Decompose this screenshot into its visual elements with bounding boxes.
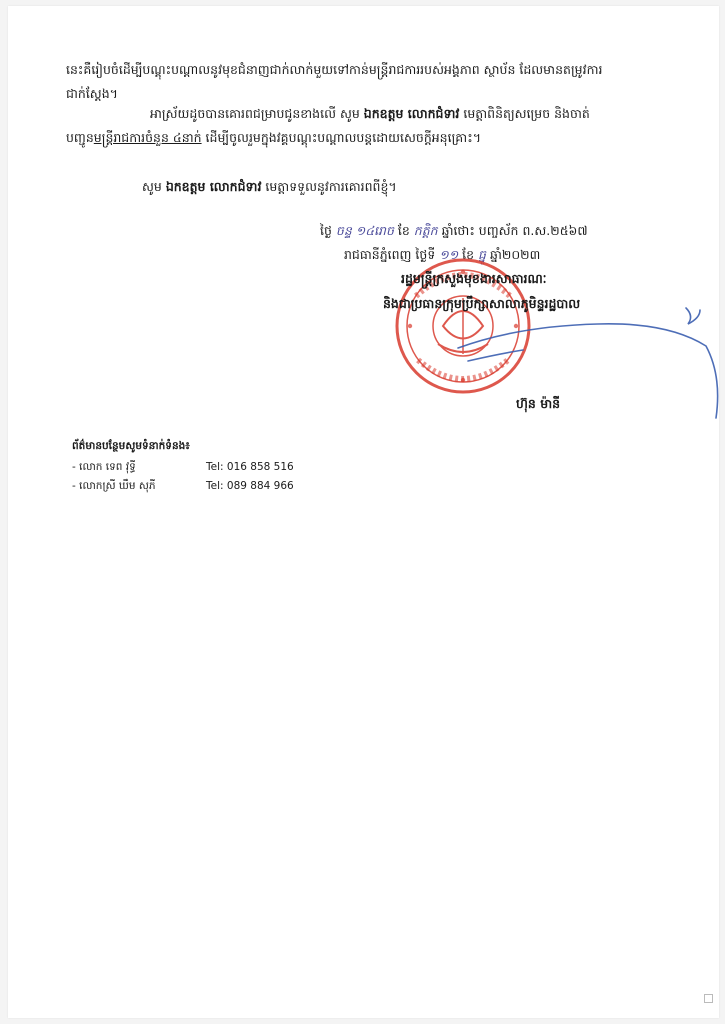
solar-prefix: រាជធានីភ្នំពេញ ថ្ងៃទី (344, 247, 436, 262)
officer-count: មន្ត្រីរាជការចំនួន ៤នាក់ (93, 130, 202, 145)
body-line-1: នេះគឺរៀបចំដើម្បីបណ្តុះបណ្តាលនូវមុខជំនាញជាក់លាក់មួយទៅកាន់មន្ត្រីរាជការរបស់អង្គភាព ស្ថាប័ន ដែលមានតម្រូវការ (66, 62, 603, 77)
honorific: ឯកឧត្តម លោកជំទាវ (363, 106, 460, 121)
body-line-4-end: ដើម្បីចូលរួមក្នុងវគ្គបណ្តុះបណ្តាលបន្តដោយសេចក្តីអនុគ្រោះ។ (201, 130, 481, 145)
contact-name: - លោក ទេព វុទ្ធី (72, 461, 136, 473)
body-line-4-start: បញ្ជូន (66, 130, 94, 145)
contact-phone: Tel: 089 884 966 (206, 480, 294, 492)
signatory-title-1: រដ្ឋមន្ត្រីក្រសួងមុខងារសាធារណៈ (401, 271, 547, 286)
signatory-title-2: និងជាប្រធានក្រុមប្រឹក្សាសាលាភូមិន្ទរដ្ឋបាល (383, 296, 581, 311)
lunar-year: ឆ្នាំថោះ បញ្ចស័ក ព.ស.២៥៦៧ (441, 223, 588, 238)
contact-name: - លោកស្រី ឃឹម សុភី (72, 480, 156, 492)
contact-phone: Tel: 016 858 516 (206, 461, 294, 473)
signatory-name: ហ៊ុន ម៉ានី (516, 396, 561, 411)
lunar-prefix: ថ្ងៃ (320, 223, 332, 238)
document-page (8, 6, 719, 1018)
body-line-2: ជាក់ស្តែង។ (66, 86, 118, 101)
body-line-3-start: អាស្រ័យដូចបានគោរពជម្រាបជូនខាងលើ សូម (150, 106, 364, 121)
body-line-3 (150, 103, 590, 125)
page-corner-mark (704, 994, 713, 1003)
solar-day-handwritten: ១១ (439, 247, 459, 262)
closing-honorific: ឯកឧត្តម លោកជំទាវ (165, 179, 262, 194)
solar-month-label: ខែ (462, 247, 475, 262)
closing-start: សូម (142, 179, 166, 194)
solar-month-handwritten: ធ្នូ (478, 247, 486, 262)
handwritten-signature (438, 306, 725, 436)
closing-line (142, 176, 397, 198)
contacts-heading: ព័ត៌មានបន្ថែមសូមទំនាក់ទំនង៖ (72, 440, 190, 452)
lunar-day-handwritten: ចន្ទ ១៤រោច (335, 223, 394, 238)
lunar-date (320, 220, 588, 242)
lunar-month-label: ខែ (397, 223, 410, 238)
body-line-4 (66, 127, 481, 149)
lunar-month-handwritten: កត្តិក (413, 223, 438, 238)
solar-year: ឆ្នាំ២០២៣ (489, 247, 541, 262)
closing-end: មេត្តាទទួលនូវការគោរពពីខ្ញុំ។ (261, 179, 397, 194)
body-line-3-end: មេត្តាពិនិត្យសម្រេច និងចាត់ (459, 106, 590, 121)
